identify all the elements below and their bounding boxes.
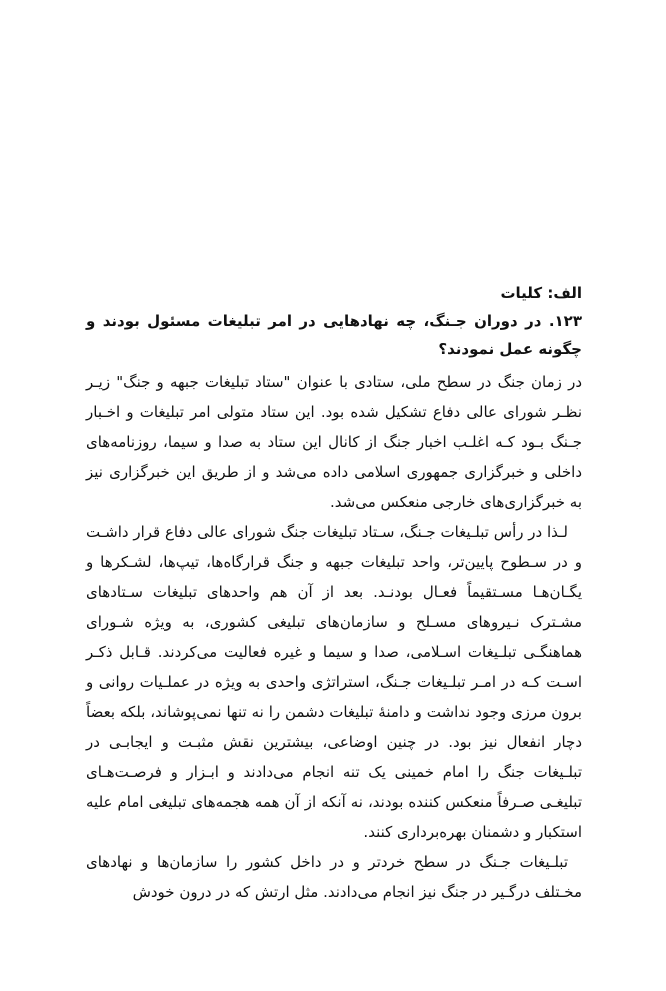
page-content <box>86 279 582 907</box>
body-paragraph-2: لـذا در رأس تبلـیغات جـنگ، سـتاد تبلیغات جنگ شورای عالی دفاع قرار داشـت و در سـطوح پایین‌تر، واحد تبلیغات جبهه و جنگ قرارگاه‌ها، تیپ‌ها، لشـکرها و یگـان‌هـا مسـتقیماً فعـال بودنـد. بعد از آن هم واحدهای تبلیغات سـتادهای مشـترک نـیروهای مسـلح و سازمان‌های تبلیغی کشوری، به ویژه شـورای هماهنگـی تبلـیغات اسـلامی، صدا و سیما و غیره فعالیت می‌کردند. قـابل ذکـر اسـت کـه در امـر تبلـیغات جـنگ، استراتژی واحدی به ویژه در عملـیات روانی و برون مرزی وجود نداشت و دامنهٔ تبلیغات دشمن را نه تنها نمی‌پوشاند، بلکه بعضاً دچار انفعال نیز بود. در چنین اوضاعی، بیشترین نقش مثبـت و ایجابـی در تبلـیغات جنگ را امام خمینی یک تنه انجام می‌دادند و ابـزار و فرصـت‌هـای تبلیغـی صـرفاً منعکس کننده بودند، نه آنکه از آن همه هجمه‌های تبلیغی امام علیه استکبار و دشمنان بهره‌برداری کنند. <box>86 523 582 841</box>
question-heading: ۱۲۳. در دوران جـنگ، چه نهادهایی در امر تبلیغات مسئول بودند و چگونه عمل نمودند؟ <box>86 312 582 358</box>
body-paragraph-3: تبلـیغات جـنگ در سطح خردتر و در داخل کشور را سازمان‌ها و نهادهای مخـتلف درگـیر در جنگ نیز انجام می‌دادند. مثل ارتش که در درون خودش <box>86 853 582 901</box>
body-paragraph-1: در زمان جنگ در سطح ملی، ستادی با عنوان "ستاد تبلیغات جبهه و جنگ" زیـر نظـر شورای عالی دفاع تشکیل شده بود. این ستاد متولی امر تبلیغات و اخـبار جـنگ بـود کـه اغلـب اخبار جنگ از کانال این ستاد به صدا و سیما، روزنامه‌های داخلی و خبرگزاری جمهوری اسلامی داده می‌شد و از طریق این خبرگزاری نیز به خبرگزاری‌های خارجی منعکس می‌شد. <box>86 373 582 511</box>
section-heading: الف: کلیات <box>500 284 582 302</box>
